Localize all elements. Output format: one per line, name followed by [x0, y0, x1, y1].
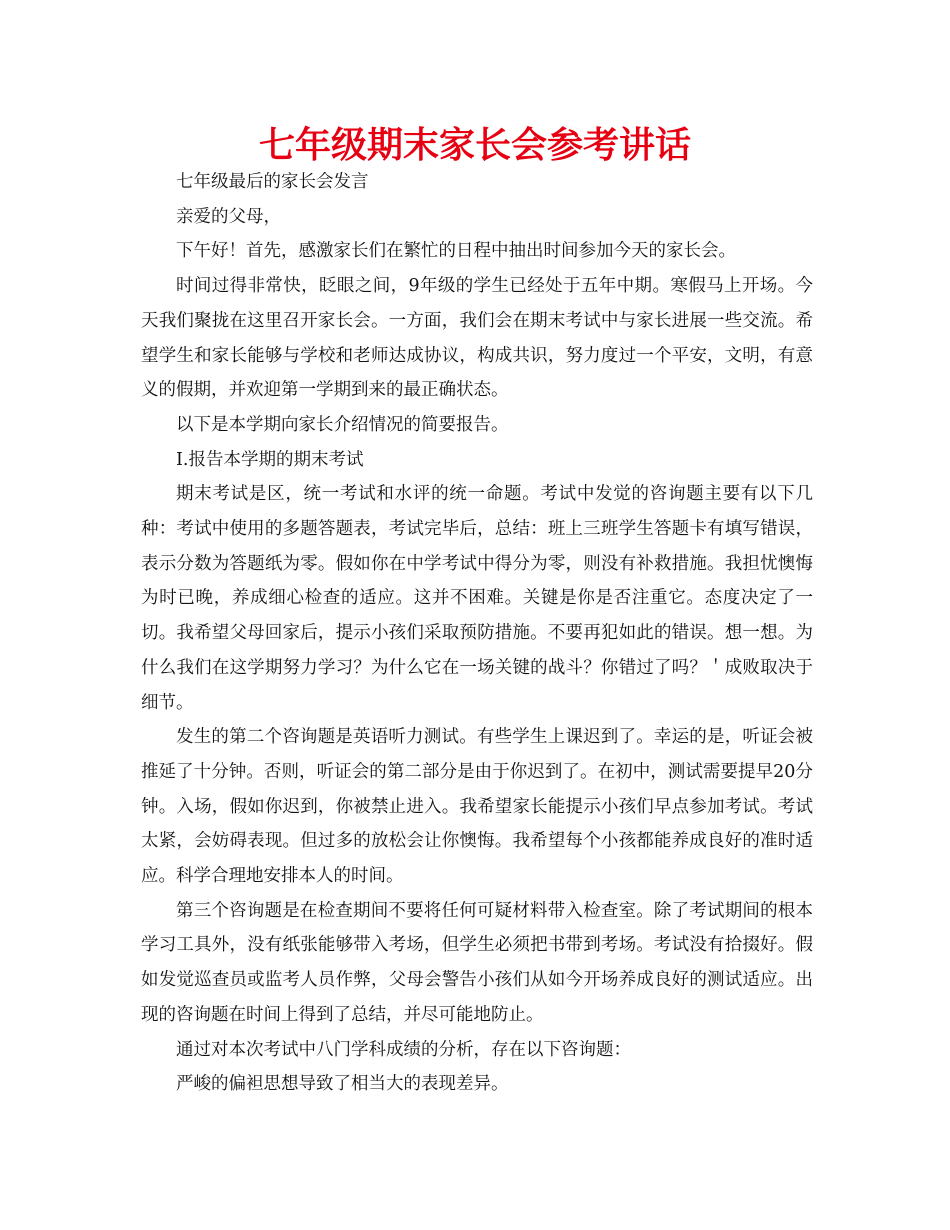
- paragraph-report-intro: 以下是本学期向家长介绍情况的简要报告。: [176, 414, 509, 435]
- document-body: [141, 165, 813, 1102]
- paragraph-second-issue: 发生的第二个咨询题是英语听力测试。有些学生上课迟到了。幸运的是，听证会被推延了十分钟。否则，听证会的第二部分是由于你迟到了。在初中，测试需要提早20分钟。入场，假如你迟到，你被禁止进入。我希望家长能提示小孩们早点参加考试。考试太紧，会妨碍表现。但过多的放松会让你懊悔。我希望每个小孩都能养成良好的准时适应。科学合理地安排本人的时间。: [141, 727, 813, 887]
- paragraph-greeting: 下午好！首先，感激家长们在繁忙的日程中抽出时间参加今天的家长会。: [176, 241, 736, 262]
- paragraph-introduction: 时间过得非常快，眨眼之间，9年级的学生已经处于五年中期。寒假马上开场。今天我们聚拢在这里召开家长会。一方面，我们会在期末考试中与家长进展一些交流。希望学生和家长能够与学校和老师达成协议，构成共识，努力度过一个平安，文明，有意义的假期，并欢迎第一学期到来的最正确状态。: [141, 276, 813, 401]
- paragraph-analysis-intro: 通过对本次考试中八门学科成绩的分析，存在以下咨询题：: [176, 1039, 631, 1060]
- paragraph-first-issue: 期末考试是区，统一考试和水评的统一命题。考试中发觉的咨询题主要有以下几种：考试中使用的多题答题表，考试完毕后，总结：班上三班学生答题卡有填写错误，表示分数为答题纸为零。假如你在中学考试中得分为零，则没有补救措施。我担忧懊悔为时已晚，养成细心检查的适应。这并不困难。关键是你是否注重它。态度决定了一切。我希望父母回家后，提示小孩们采取预防措施。不要再犯如此的错误。想一想。为什么我们在这学期努力学习？为什么它在一场关键的战斗？你错过了吗？＇成败取决于细节。: [141, 484, 813, 713]
- paragraph-third-issue: 第三个咨询题是在检查期间不要将任何可疑材料带入检查室。除了考试期间的根本学习工具外，没有纸张能够带入考场，但学生必须把书带到考场。考试没有拾掇好。假如发觉巡查员或监考人员作弊，父母会警告小孩们从如今开场养成良好的测试适应。出现的咨询题在时间上得到了总结，并尽可能地防止。: [141, 900, 813, 1025]
- paragraph-analysis-point: 严峻的偏袒思想导致了相当大的表现差异。: [176, 1074, 509, 1095]
- document-title: 七年级期末家长会参考讲话: [258, 125, 691, 166]
- paragraph-subtitle: 七年级最后的家长会发言: [176, 172, 369, 192]
- paragraph-salutation: 亲爱的父母，: [176, 206, 281, 227]
- section-heading-exam-report: I.报告本学期的期末考试: [176, 449, 364, 470]
